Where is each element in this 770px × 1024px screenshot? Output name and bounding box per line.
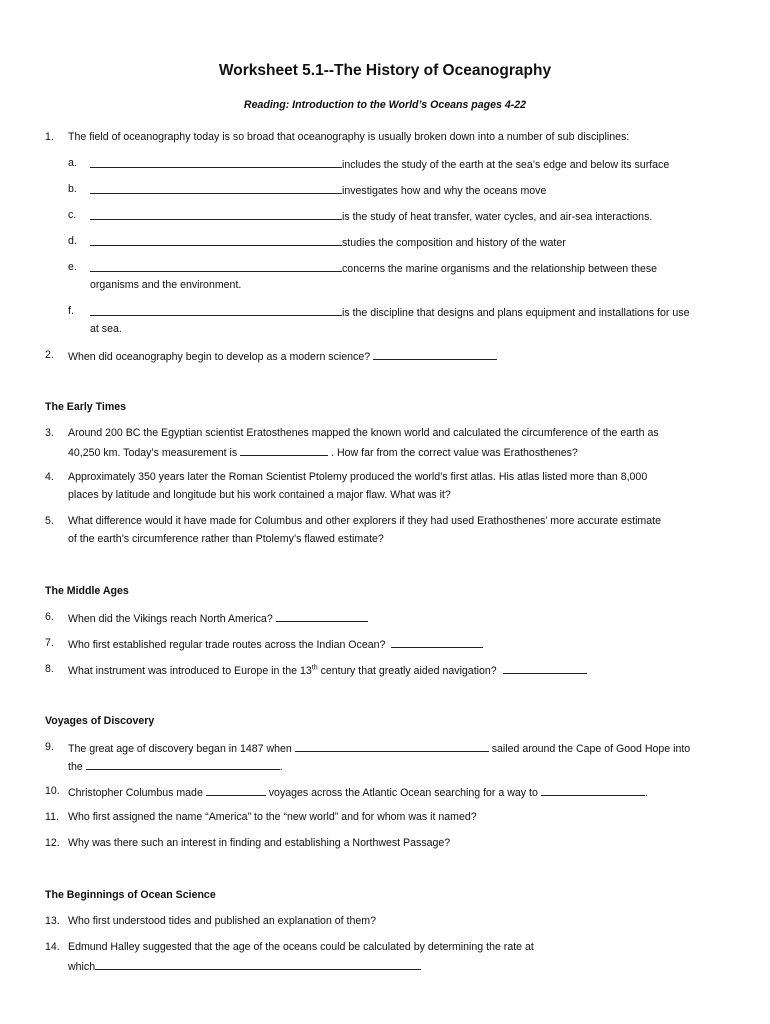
question-number: 4. [45, 471, 54, 483]
answer-blank[interactable] [90, 261, 342, 272]
question-number: 12. [45, 837, 60, 849]
item-b: investigates how and why the oceans move [90, 183, 546, 198]
section-heading-middle-ages: The Middle Ages [45, 585, 129, 597]
question-number: 9. [45, 741, 54, 753]
section-heading-voyages: Voyages of Discovery [45, 715, 155, 727]
answer-blank[interactable] [541, 785, 645, 796]
item-label: c. [68, 209, 77, 221]
question-10: Christopher Columbus made voyages across the Atlantic Ocean searching for a way to . [68, 787, 648, 799]
item-f: is the discipline that designs and plans equipment and installations for use [90, 305, 689, 320]
item-e-continued: organisms and the environment. [90, 279, 242, 291]
question-number: 3. [45, 427, 54, 439]
question-6: When did the Vikings reach North America? [68, 611, 368, 626]
question-4-line1: Approximately 350 years later the Roman Scientist Ptolemy produced the world’s first atlas. His atlas listed more than 8,000 [68, 471, 648, 483]
reading-reference: Reading: Introduction to the World’s Oceans pages 4-22 [243, 99, 527, 111]
answer-blank[interactable] [90, 235, 342, 246]
question-number: 8. [45, 663, 54, 675]
question-3-line2: 40,250 km. Today’s measurement is . How far from the correct value was Erathosthenes? [68, 447, 578, 459]
item-label: f. [68, 305, 74, 317]
question-number: 7. [45, 637, 54, 649]
answer-blank[interactable] [240, 445, 328, 456]
question-14-line1: Edmund Halley suggested that the age of the oceans could be calculated by determining the rate at [68, 941, 534, 953]
answer-blank[interactable] [90, 157, 342, 168]
answer-blank[interactable] [391, 637, 483, 648]
page-title: Worksheet 5.1--The History of Oceanography [218, 62, 552, 79]
question-4-line2: places by latitude and longitude but his work contained a major flaw. What was it? [68, 489, 451, 501]
question-2: When did oceanography begin to develop as a modern science? [68, 349, 497, 364]
question-number: 2. [45, 349, 54, 361]
question-5-line2: of the earth’s circumference rather than Ptolemy’s flawed estimate? [68, 533, 384, 545]
question-number: 5. [45, 515, 54, 527]
section-heading-early-times: The Early Times [45, 401, 127, 413]
question-13: Who first understood tides and published an explanation of them? [68, 915, 377, 927]
item-d: studies the composition and history of the water [90, 235, 566, 250]
answer-blank[interactable] [95, 959, 421, 970]
question-number: 14. [45, 941, 60, 953]
item-label: a. [68, 157, 77, 169]
answer-blank[interactable] [373, 349, 497, 360]
item-a: includes the study of the earth at the sea’s edge and below its surface [90, 157, 669, 172]
question-number: 1. [45, 131, 54, 143]
item-e: concerns the marine organisms and the relationship between these [90, 261, 657, 276]
question-7: Who first established regular trade routes across the Indian Ocean? [68, 637, 483, 652]
question-8: What instrument was introduced to Europe in the 13th century that greatly aided navigation? [68, 663, 587, 678]
item-c: is the study of heat transfer, water cycles, and air-sea interactions. [90, 209, 652, 224]
answer-blank[interactable] [90, 183, 342, 194]
question-9-line2: the . [68, 761, 283, 773]
question-number: 11. [45, 811, 59, 823]
question-number: 6. [45, 611, 54, 623]
answer-blank[interactable] [90, 209, 342, 220]
item-label: b. [68, 183, 77, 195]
question-14-line2: which [68, 959, 421, 974]
question-5-line1: What difference would it have made for Columbus and other explorers if they had used Erathosthenes’ more accurate estimate [68, 515, 661, 527]
question-11: Who first assigned the name “America” to the “new world” and for whom was it named? [68, 811, 477, 823]
item-f-continued: at sea. [90, 323, 122, 335]
section-heading-ocean-science: The Beginnings of Ocean Science [45, 889, 216, 901]
answer-blank[interactable] [90, 305, 342, 316]
item-label: e. [68, 261, 77, 273]
question-number: 13. [45, 915, 60, 927]
item-label: d. [68, 235, 77, 247]
question-3-line1: Around 200 BC the Egyptian scientist Eratosthenes mapped the known world and calculated the circumference of the earth as [68, 427, 659, 439]
question-12: Why was there such an interest in finding and establishing a Northwest Passage? [68, 837, 451, 849]
question-9-line1: The great age of discovery began in 1487 when sailed around the Cape of Good Hope into [68, 743, 691, 755]
answer-blank[interactable] [276, 611, 368, 622]
question-text: The field of oceanography today is so broad that oceanography is usually broken down into a number of sub disciplines: [68, 131, 630, 143]
answer-blank[interactable] [295, 741, 489, 752]
answer-blank[interactable] [206, 785, 266, 796]
answer-blank[interactable] [86, 759, 280, 770]
question-number: 10. [45, 785, 60, 797]
answer-blank[interactable] [503, 663, 587, 674]
